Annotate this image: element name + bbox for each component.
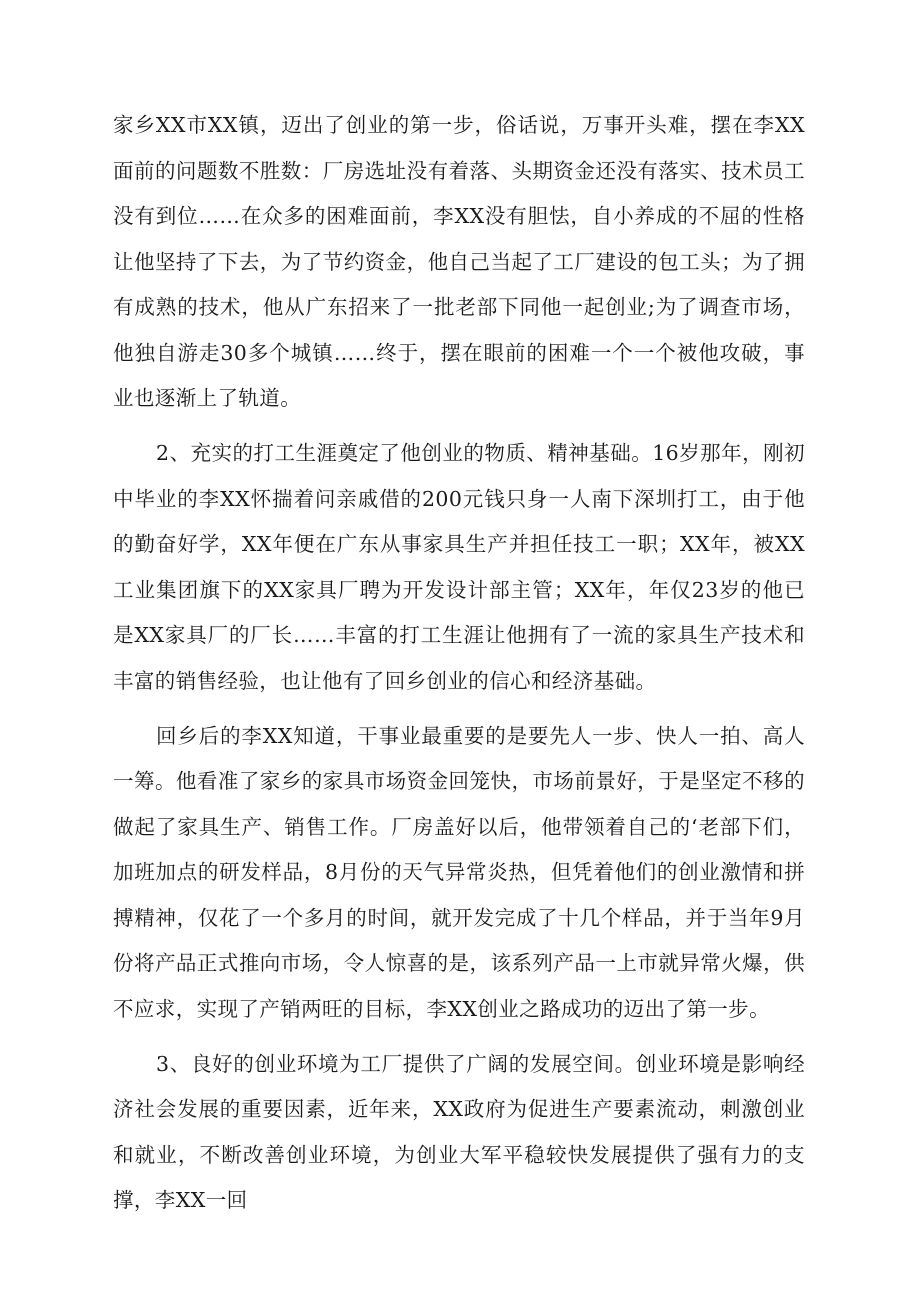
paragraph-4: 3、良好的创业环境为工厂提供了广阔的发展空间。创业环境是影响经济社会发展的重要因素，近年来，XX政府为促进生产要素流动，刺激创业和就业，不断改善创业环境，为创业大军平稳较快发展提供了强有力的支撑，李XX一回 [113,1051,805,1212]
paragraph-1: 家乡XX市XX镇，迈出了创业的第一步，俗话说，万事开头难，摆在李XX面前的问题数不胜数：厂房选址没有着落、头期资金还没有落实、技术员工没有到位……在众多的困难面前，李XX没有胆怯，自小养成的不屈的性格让他坚持了下去，为了节约资金，他自己当起了工厂建设的包工头；为了拥有成熟的技术，他从广东招来了一批老部下同他一起创业;为了调查市场，他独自游走30多个城镇……终于，摆在眼前的困难一个一个被他攻破，事业也逐渐上了轨道。 [113,113,805,410]
document-body [113,103,805,1233]
paragraph-2: 2、充实的打工生涯奠定了他创业的物质、精神基础。16岁那年，刚初中毕业的李XX怀揣着问亲戚借的200元钱只身一人南下深圳打工，由于他的勤奋好学，XX年便在广东从事家具生产并担任技工一职；XX年，被XX工业集团旗下的XX家具厂聘为开发设计部主管；XX年，年仅23岁的他已是XX家具厂的厂长……丰富的打工生涯让他拥有了一流的家具生产技术和丰富的销售经验，也让他有了回乡创业的信心和经济基础。 [113,441,805,693]
paragraph-3: 回乡后的李XX知道，干事业最重要的是要先人一步、快人一拍、高人一筹。他看准了家乡的家具市场资金回笼快，市场前景好，于是坚定不移的做起了家具生产、销售工作。厂房盖好以后，他带领着自己的‘老部下们，加班加点的研发样品，8月份的天气异常炎热，但凭着他们的创业激情和拼搏精神，仅花了一个多月的时间，就开发完成了十几个样品，并于当年9月份将产品正式推向市场，令人惊喜的是，该系列产品一上市就异常火爆，供不应求，实现了产销两旺的目标，李XX创业之路成功的迈出了第一步。 [113,723,805,1021]
